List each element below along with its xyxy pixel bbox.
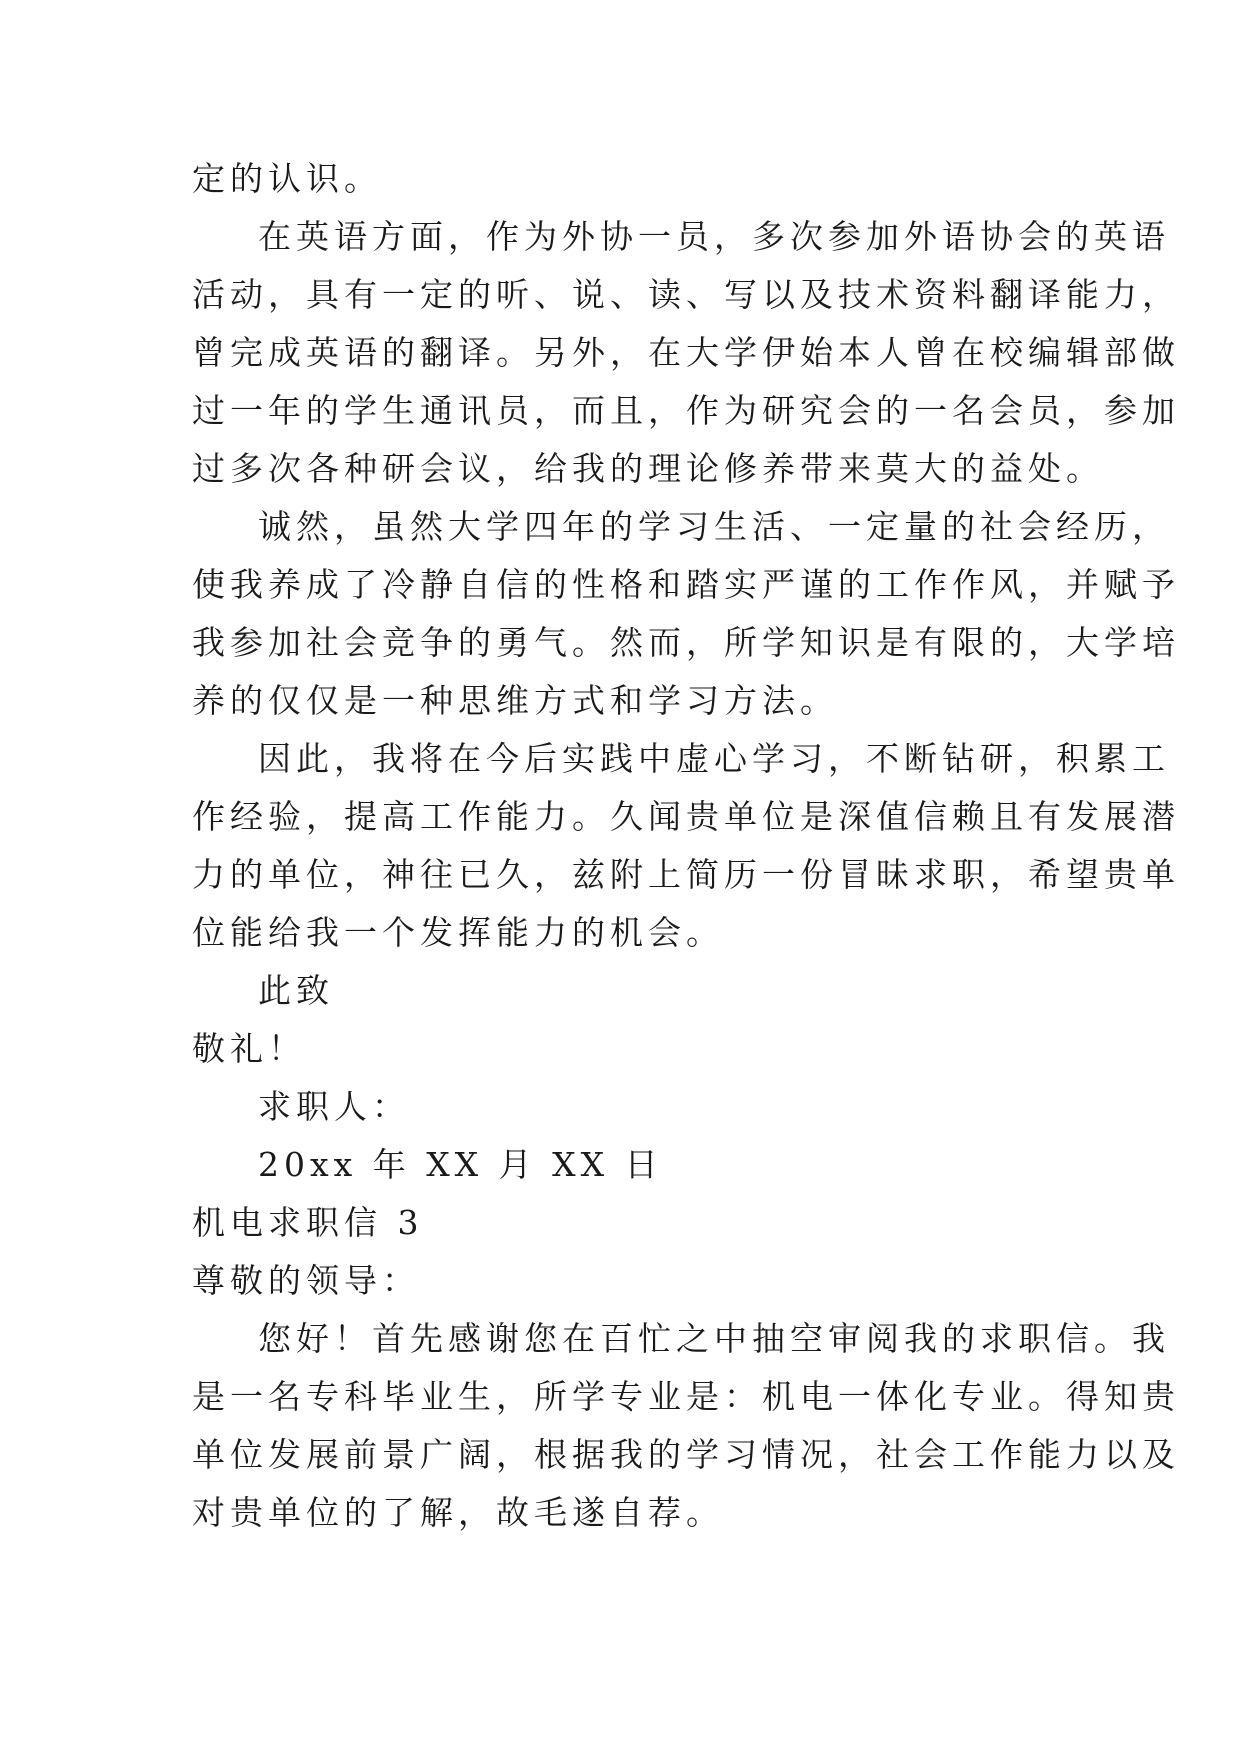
text-line: 对贵单位的了解，故毛遂自荐。 — [192, 1493, 724, 1532]
text-line: 是一名专科毕业生，所学专业是：机电一体化专业。得知贵 — [192, 1377, 1180, 1416]
text-line: 过一年的学生通讯员，而且，作为研究会的一名会员，参加 — [192, 391, 1180, 430]
text-line: 力的单位，神往已久，兹附上简历一份冒昧求职，希望贵单 — [192, 855, 1180, 894]
text-line: 诚然，虽然大学四年的学习生活、一定量的社会经历， — [258, 507, 1170, 546]
text-line: 我参加社会竞争的勇气。然而，所学知识是有限的，大学培 — [192, 623, 1180, 662]
text-line: 因此，我将在今后实践中虚心学习，不断钻研，积累工 — [258, 739, 1170, 778]
text-line: 曾完成英语的翻译。另外，在大学伊始本人曾在校编辑部做 — [192, 333, 1180, 372]
text-line: 使我养成了冷静自信的性格和踏实严谨的工作作风，并赋予 — [192, 565, 1180, 604]
text-line: 定的认识。 — [192, 159, 382, 198]
letter-body — [192, 150, 1180, 1542]
text-line: 过多次各种研会议，给我的理论修养带来莫大的益处。 — [192, 449, 1104, 488]
letter-date: 20xx 年 XX 月 XX 日 — [258, 1145, 663, 1184]
text-line: 在英语方面，作为外协一员，多次参加外语协会的英语 — [258, 217, 1170, 256]
salutation-closing: 敬礼！ — [192, 1029, 306, 1068]
section-heading: 机电求职信 3 — [192, 1203, 424, 1242]
text-line: 您好！首先感谢您在百忙之中抽空审阅我的求职信。我 — [258, 1319, 1170, 1358]
text-line: 单位发展前景广阔，根据我的学习情况，社会工作能力以及 — [192, 1435, 1180, 1474]
text-line: 养的仅仅是一种思维方式和学习方法。 — [192, 681, 838, 720]
text-line: 活动，具有一定的听、说、读、写以及技术资料翻译能力， — [192, 275, 1180, 314]
greeting: 尊敬的领导： — [192, 1261, 420, 1300]
text-line: 位能给我一个发挥能力的机会。 — [192, 913, 724, 952]
applicant-label: 求职人： — [258, 1087, 410, 1126]
closing-phrase: 此致 — [258, 971, 334, 1010]
text-line: 作经验，提高工作能力。久闻贵单位是深值信赖且有发展潜 — [192, 797, 1180, 836]
